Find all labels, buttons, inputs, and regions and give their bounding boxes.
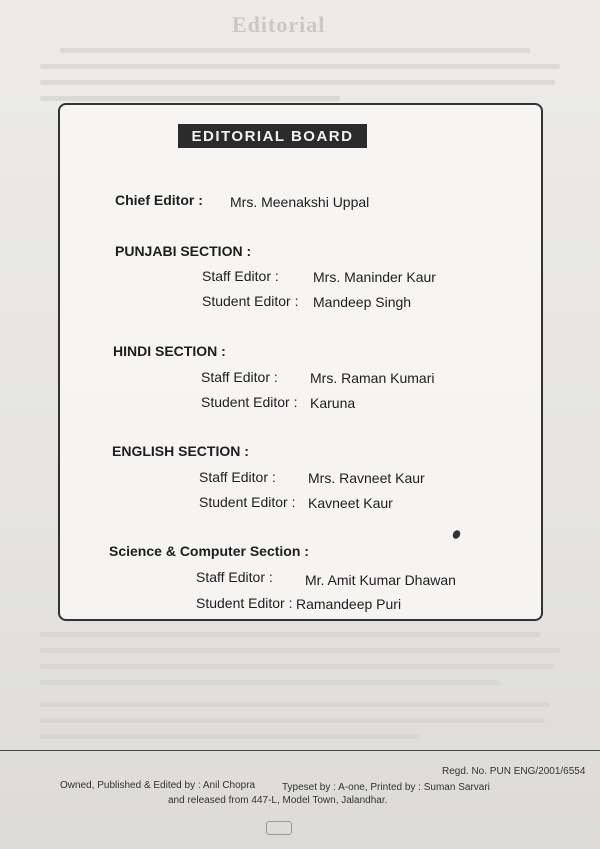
imprint-typeset: Typeset by : A-one, Printed by : Suman Sarvari: [282, 782, 490, 793]
staff-editor-label: Staff Editor :: [196, 569, 273, 585]
section-heading-hindi: HINDI SECTION :: [113, 343, 226, 359]
student-editor-name: Ramandeep Puri: [296, 596, 402, 612]
student-editor-name: Kavneet Kaur: [308, 495, 393, 511]
section-heading-science-computer: Science & Computer Section :: [109, 543, 309, 559]
staff-editor-name: Mr. Amit Kumar Dhawan: [305, 572, 456, 588]
bleed-through-line: [40, 734, 420, 739]
background-heading: Editorial: [232, 12, 326, 37]
staff-editor-label: Staff Editor :: [199, 469, 276, 485]
staff-editor-label: Staff Editor :: [202, 268, 279, 284]
bleed-through-line: [40, 648, 560, 653]
page-number-box: [266, 821, 292, 835]
footer-divider: [0, 750, 600, 751]
chief-editor-label: Chief Editor :: [115, 192, 203, 208]
student-editor-name: Mandeep Singh: [313, 294, 412, 310]
bleed-through-line: [40, 718, 545, 723]
bleed-through-line: [60, 48, 530, 53]
staff-editor-name: Mrs. Maninder Kaur: [313, 269, 436, 285]
bleed-through-line: [40, 702, 550, 707]
editorial-board-box: [58, 103, 543, 621]
imprint-released: and released from 447-L, Model Town, Jalandhar.: [168, 795, 388, 806]
bleed-through-line: [40, 80, 555, 85]
staff-editor-label: Staff Editor :: [201, 369, 278, 385]
bleed-through-line: [40, 632, 540, 637]
bleed-through-line: [40, 64, 560, 69]
section-heading-punjabi: PUNJABI SECTION :: [115, 243, 252, 259]
board-title: EDITORIAL BOARD: [178, 124, 367, 148]
chief-editor-name: Mrs. Meenakshi Uppal: [230, 194, 370, 210]
imprint-published: Owned, Published & Edited by : Anil Chopra: [60, 780, 256, 791]
bleed-through-line: [40, 96, 340, 101]
staff-editor-name: Mrs. Raman Kumari: [310, 370, 435, 386]
student-editor-label: Student Editor :: [202, 293, 299, 309]
registration-number: Regd. No. PUN ENG/2001/6554: [442, 766, 586, 777]
bleed-through-line: [40, 664, 555, 669]
student-editor-name: Karuna: [310, 395, 356, 411]
section-heading-english: ENGLISH SECTION :: [112, 443, 249, 459]
bleed-through-line: [40, 680, 500, 685]
student-editor-label: Student Editor :: [196, 595, 293, 611]
staff-editor-name: Mrs. Ravneet Kaur: [308, 470, 425, 486]
student-editor-label: Student Editor :: [201, 394, 298, 410]
student-editor-label: Student Editor :: [199, 494, 296, 510]
